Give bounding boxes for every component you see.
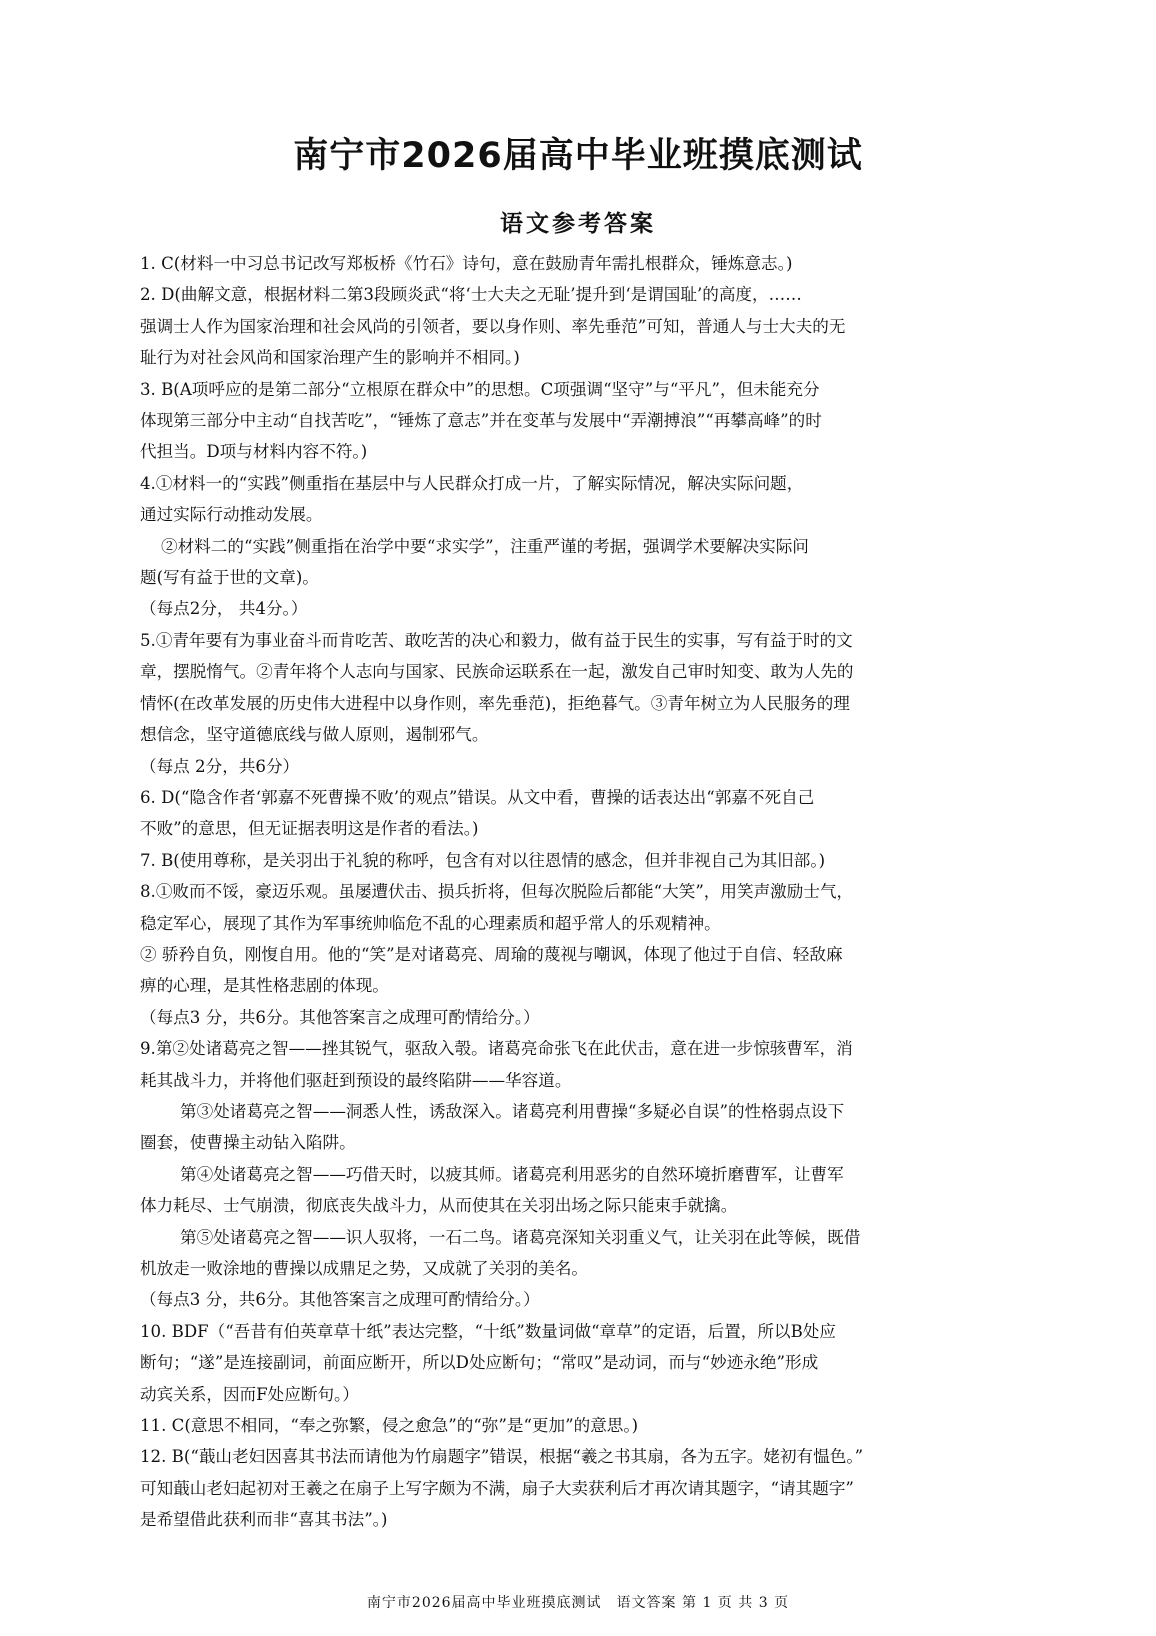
text-line: ②材料二的“实践”侧重指在治学中要“求实学”，注重严谨的考据，强调学术要解决实际问 <box>161 536 809 556</box>
page-footer: 南宁市2026届高中毕业班摸底测试 语文答案 第 1 页 共 3 页 <box>366 1595 790 1611</box>
text-line: 代担当。D项与材料内容不符。) <box>140 442 368 462</box>
text-line: 耻行为对社会风尚和国家治理产生的影响并不相同。) <box>140 348 520 368</box>
text-line: 体力耗尽、士气崩溃，彻底丧失战斗力，从而使其在关羽出场之际只能束手就擒。 <box>140 1196 738 1216</box>
text-line: 第③处诸葛亮之智——洞悉人性，诱敌深入。诸葛亮利用曹操“多疑必自误”的性格弱点设下 <box>180 1101 845 1121</box>
text-line: 强调士人作为国家治理和社会风尚的引领者，要以身作则、率先垂范”可知，普通人与士大夫的无 <box>140 316 846 336</box>
text-line: 章，摆脱惰气。②青年将个人志向与国家、民族命运联系在一起，激发自己审时知变、敢为人先的 <box>140 662 854 682</box>
text-line: 耗其战斗力，并将他们驱赶到预设的最终陷阱——华容道。 <box>140 1070 572 1090</box>
text-line: 通过实际行动推动发展。 <box>140 505 323 525</box>
page-title: 南宁市2026届高中毕业班摸底测试 <box>293 136 863 176</box>
text-line: 12. B(“蕺山老妇因喜其书法而请他为竹扇题字”错误，根据“羲之书其扇，各为五字。姥初有愠色。” <box>140 1447 864 1467</box>
text-line: 稳定军心，展现了其作为军事统帅临危不乱的心理素质和超乎常人的乐观精神。 <box>140 913 721 933</box>
text-line: 第④处诸葛亮之智——巧借天时，以疲其师。诸葛亮利用恶劣的自然环境折磨曹军，让曹军 <box>180 1164 844 1184</box>
text-line: 7. B(使用尊称，是关羽出于礼貌的称呼，包含有对以往恩情的感念，但并非视自己为其旧部。) <box>140 850 826 870</box>
page-subtitle: 语文参考答案 <box>500 210 656 237</box>
text-line: 1. C(材料一中习总书记改写郑板桥《竹石》诗句，意在鼓励青年需扎根群众，锤炼意志。) <box>140 254 793 273</box>
text-line: 2. D(曲解文意，根据材料二第3段顾炎武“将‘士大夫之无耻’提升到‘是谓国耻’的高度，…… <box>140 285 802 305</box>
text-line: 圈套，使曹操主动钻入陷阱。 <box>140 1133 356 1153</box>
text-line: 可知蕺山老妇起初对王羲之在扇子上写字颇为不满，扇子大卖获利后才再次请其题字，“请其题字” <box>140 1478 854 1498</box>
text-line: （每点2分， 共4分。） <box>140 599 308 619</box>
text-line: 体现第三部分中主动“自找苦吃”，“锤炼了意志”并在变革与发展中“弄潮搏浪”“再攀高峰”的时 <box>140 411 822 431</box>
text-line: 9.第②处诸葛亮之智——挫其锐气，驱敌入彀。诸葛亮命张飞在此伏击，意在进一步惊骇曹军，消 <box>140 1039 853 1059</box>
text-line: 8.①败而不馁，豪迈乐观。虽屡遭伏击、损兵折将，但每次脱险后都能“大笑”，用笑声激励士气， <box>140 882 854 902</box>
answer-body <box>140 248 1015 1536</box>
text-line: 10. BDF（“吾昔有伯英章草十纸”表达完整，“十纸”数量词做“章草”的定语，后置，所以B处应 <box>140 1321 836 1341</box>
text-line: 4.①材料一的“实践”侧重指在基层中与人民群众打成一片，了解实际情况，解决实际问题， <box>140 473 804 493</box>
text-line: 第⑤处诸葛亮之智——识人驭将，一石二鸟。诸葛亮深知关羽重义气，让关羽在此等候，既借 <box>180 1227 861 1247</box>
text-line: 3. B(A项呼应的是第二部分“立根原在群众中”的思想。C项强调“坚守”与“平凡”，但未能充分 <box>140 379 820 399</box>
text-line: （每点3 分，共6分。其他答案言之成理可酌情给分。） <box>140 1007 540 1027</box>
text-line: ② 骄矜自负，刚愎自用。他的“笑”是对诸葛亮、周瑜的蔑视与嘲讽，体现了他过于自信、轻敌麻 <box>140 944 843 964</box>
text-line: （每点3 分，共6分。其他答案言之成理可酌情给分。） <box>140 1290 540 1310</box>
text-line: （每点 2分，共6分） <box>140 756 300 776</box>
text-line: 11. C(意思不相同，“奉之弥繁，侵之愈急”的“弥”是“更加”的意思。) <box>140 1416 639 1436</box>
text-line: 痹的心理，是其性格悲剧的体现。 <box>140 976 389 996</box>
text-line: 是希望借此获利而非“喜其书法”。) <box>140 1510 388 1530</box>
text-line: 断句；“遂”是连接副词，前面应断开，所以D处应断句；“常叹”是动词，而与“妙迹永绝”形成 <box>140 1353 819 1373</box>
text-line: 情怀(在改革发展的历史伟大进程中以身作则，率先垂范)，拒绝暮气。③青年树立为人民服务的理 <box>140 693 850 713</box>
text-line: 6. D(“隐含作者‘郭嘉不死曹操不败’的观点”错误。从文中看，曹操的话表达出“郭嘉不死自己 <box>140 787 815 807</box>
text-line: 动宾关系，因而F处应断句。） <box>140 1384 359 1404</box>
text-line: 题(写有益于世的文章)。 <box>140 568 319 588</box>
text-line: 想信念，坚守道德底线与做人原则，遏制邪气。 <box>140 725 489 745</box>
text-line: 机放走一败涂地的曹操以成鼎足之势，又成就了关羽的美名。 <box>140 1259 589 1278</box>
text-line: 5.①青年要有为事业奋斗而肯吃苦、敢吃苦的决心和毅力，做有益于民生的实事，写有益于时的文 <box>140 630 853 650</box>
text-line: 不败”的意思，但无证据表明这是作者的看法。) <box>140 819 479 839</box>
